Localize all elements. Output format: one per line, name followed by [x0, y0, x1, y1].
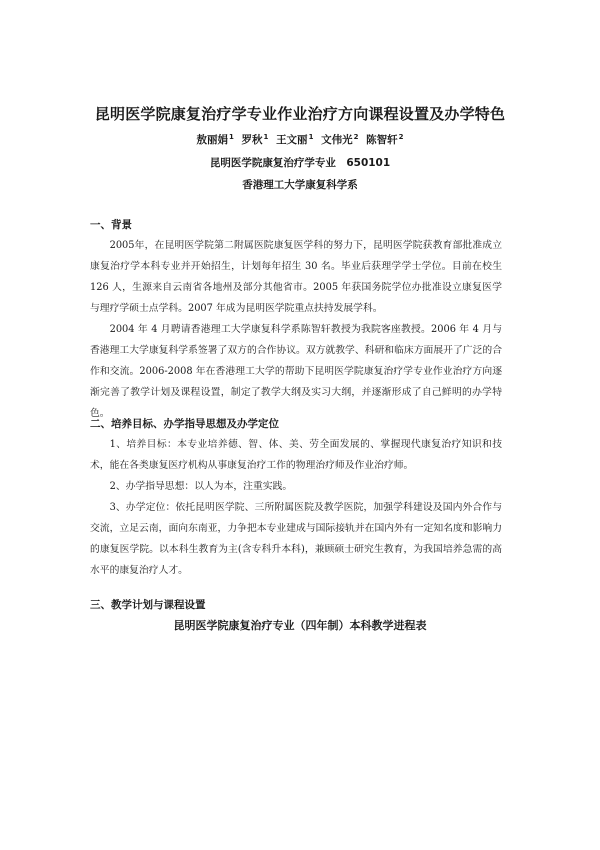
- paragraph: 2004 年 4 月聘请香港理工大学康复科学系陈智轩教授为我院客座教授。2006 年 4 月与香港理工大学康复科学系签署了双方的合作协议。双方就教学、科研和临床方面展开了广泛的合作和交流。2006-2008 年在香港理工大学的帮助下昆明医学院康复治疗学专业作业治疗方向逐渐完善了教学计划及课程设置，制定了教学大纲及实习大纲，并逐渐形成了自己鲜明的办学特色。: [90, 324, 502, 419]
- author: 敖丽娟$^1$: [196, 132, 234, 146]
- paper-title: 昆明医学院康复治疗学专业作业治疗方向课程设置及办学特色: [94, 105, 506, 123]
- section-body-objectives: [90, 434, 502, 581]
- paragraph: 2、办学指导思想：以人为本，注重实践。: [109, 481, 293, 492]
- paragraph: 1、培养目标：本专业培养德、智、体、美、劳全面发展的、掌握现代康复治疗知识和技术，能在各类康复医疗机构从事康复治疗工作的物理治疗师及作业治疗师。: [90, 439, 502, 471]
- section-body-background: [90, 235, 502, 424]
- paragraph: 2005年，在昆明医学院第二附属医院康复医学科的努力下，昆明医学院获教育部批准成立康复治疗学本科专业并开始招生，计划每年招生 30 名。毕业后获理学学士学位。目前在校生 126 人，生源来自云南省各地州及部分其他省市。2005 年获国务院学位办批准设立康复医学与理疗学硕士点学科。2007 年成为昆明医学院重点扶持发展学科。: [90, 240, 502, 314]
- author-list: [0, 132, 600, 147]
- author: 陈智轩$^2$: [366, 132, 404, 146]
- section-heading-objectives: 二、培养目标、办学指导思想及办学定位: [90, 418, 279, 430]
- author: 罗秋$^1$: [241, 132, 269, 146]
- author: 王文丽$^1$: [276, 132, 314, 146]
- affiliation-1: 昆明医学院康复治疗学专业 650101: [209, 157, 391, 169]
- section-heading-curriculum: 三、教学计划与课程设置: [90, 599, 206, 611]
- section-heading-background: 一、背景: [90, 219, 132, 231]
- table-title: 昆明医学院康复治疗专业（四年制）本科教学进程表: [173, 619, 427, 632]
- author: 文伟光$^2$: [321, 132, 359, 146]
- affiliation-2: 香港理工大学康复科学系: [242, 179, 358, 191]
- paragraph: 3、办学定位：依托昆明医学院、三所附属医院及教学医院，加强学科建设及国内外合作与交流，立足云南，面向东南亚，力争把本专业建成与国际接轨并在国内外有一定知名度和影响力的康复医学院。以本科生教育为主(含专科升本科)，兼顾硕士研究生教育，为我国培养急需的高水平的康复治疗人才。: [90, 502, 502, 576]
